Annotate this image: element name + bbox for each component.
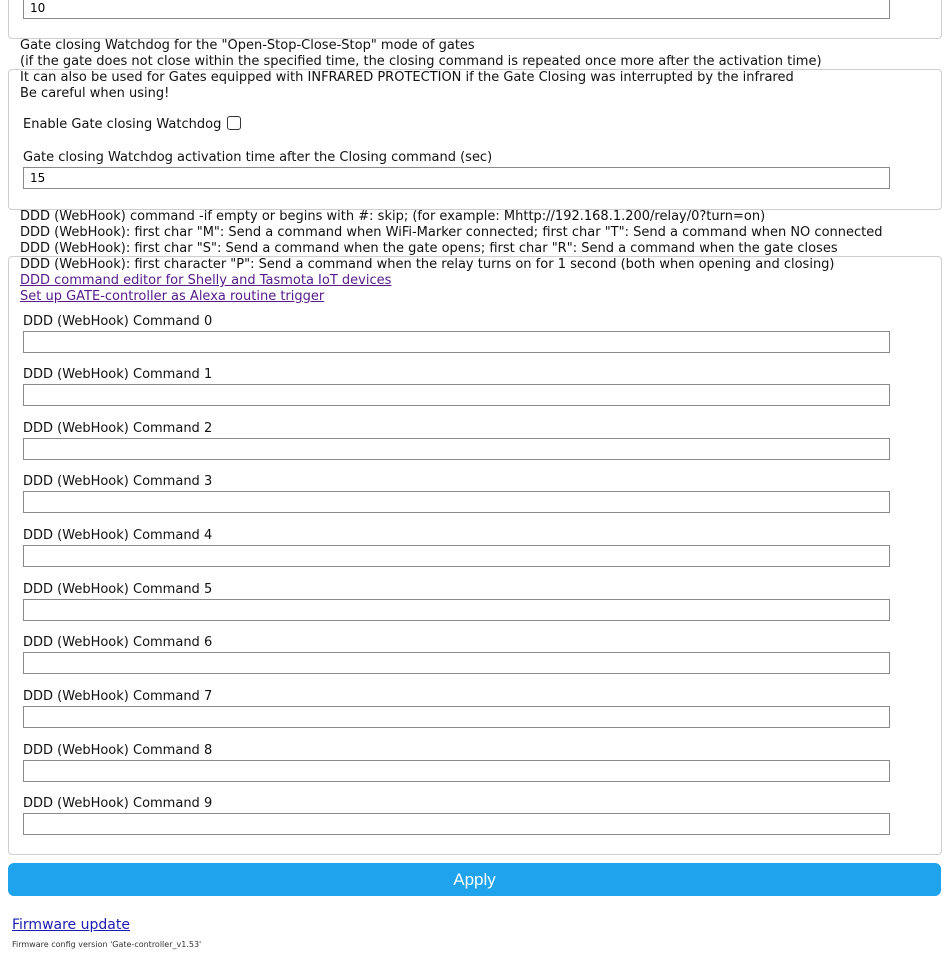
ddd-command-7-label: DDD (WebHook) Command 7 xyxy=(23,689,213,704)
ddd-command-5-label: DDD (WebHook) Command 5 xyxy=(23,582,213,597)
firmware-version-text: Firmware config version 'Gate-controller_v1.53' xyxy=(12,940,202,949)
watchdog-desc-3: It can also be used for Gates equipped with INFRARED PROTECTION if the Gate Closing was interrupted by the infrared xyxy=(20,70,794,85)
watchdog-enable-checkbox[interactable] xyxy=(227,116,241,130)
ddd-command-6-input[interactable] xyxy=(23,652,890,674)
watchdog-enable-label: Enable Gate closing Watchdog xyxy=(23,117,222,132)
ddd-command-0-label: DDD (WebHook) Command 0 xyxy=(23,314,213,329)
ddd-command-2-input[interactable] xyxy=(23,438,890,460)
ddd-command-1-label: DDD (WebHook) Command 1 xyxy=(23,367,213,382)
apply-button[interactable]: Apply xyxy=(8,863,941,896)
watchdog-desc-2: (if the gate does not close within the specified time, the closing command is repeated once more after the activation time) xyxy=(20,54,822,69)
watchdog-desc-1: Gate closing Watchdog for the "Open-Stop-Close-Stop" mode of gates xyxy=(20,38,475,53)
ddd-command-2-label: DDD (WebHook) Command 2 xyxy=(23,421,213,436)
watchdog-enable-row xyxy=(23,116,241,133)
ddd-command-4-input[interactable] xyxy=(23,545,890,567)
watchdog-desc-4: Be careful when using! xyxy=(20,86,170,101)
ddd-command-9-label: DDD (WebHook) Command 9 xyxy=(23,796,213,811)
watchdog-time-label: Gate closing Watchdog activation time after the Closing command (sec) xyxy=(23,150,493,165)
ddd-command-6-label: DDD (WebHook) Command 6 xyxy=(23,635,213,650)
ddd-desc-3: DDD (WebHook): first char "S": Send a command when the gate opens; first char "R": Send a command when the gate closes xyxy=(20,241,838,256)
ddd-desc-1: DDD (WebHook) command -if empty or begins with #: skip; (for example: Mhttp://192.168.1.200/relay/0?turn=on) xyxy=(20,209,766,224)
watchdog-time-input[interactable]: 15 xyxy=(23,167,890,189)
ddd-desc-4: DDD (WebHook): first character "P": Send a command when the relay turns on for 1 second (both when opening and closing) xyxy=(20,257,835,272)
ddd-command-5-input[interactable] xyxy=(23,599,890,621)
ddd-command-1-input[interactable] xyxy=(23,384,890,406)
ddd-command-8-label: DDD (WebHook) Command 8 xyxy=(23,743,213,758)
ddd-editor-link[interactable]: DDD command editor for Shelly and Tasmota IoT devices xyxy=(20,273,392,288)
ddd-command-3-input[interactable] xyxy=(23,491,890,513)
ddd-command-9-input[interactable] xyxy=(23,813,890,835)
alexa-trigger-link[interactable]: Set up GATE-controller as Alexa routine trigger xyxy=(20,289,325,304)
ddd-desc-2: DDD (WebHook): first char "M": Send a command when WiFi-Marker connected; first char "T": Send a command when NO connected xyxy=(20,225,883,240)
ddd-command-3-label: DDD (WebHook) Command 3 xyxy=(23,474,213,489)
ddd-command-0-input[interactable] xyxy=(23,331,890,353)
ddd-command-7-input[interactable] xyxy=(23,706,890,728)
top-value-input[interactable]: 10 xyxy=(23,0,890,19)
ddd-command-4-label: DDD (WebHook) Command 4 xyxy=(23,528,213,543)
ddd-command-8-input[interactable] xyxy=(23,760,890,782)
firmware-update-link[interactable]: Firmware update xyxy=(12,917,130,933)
